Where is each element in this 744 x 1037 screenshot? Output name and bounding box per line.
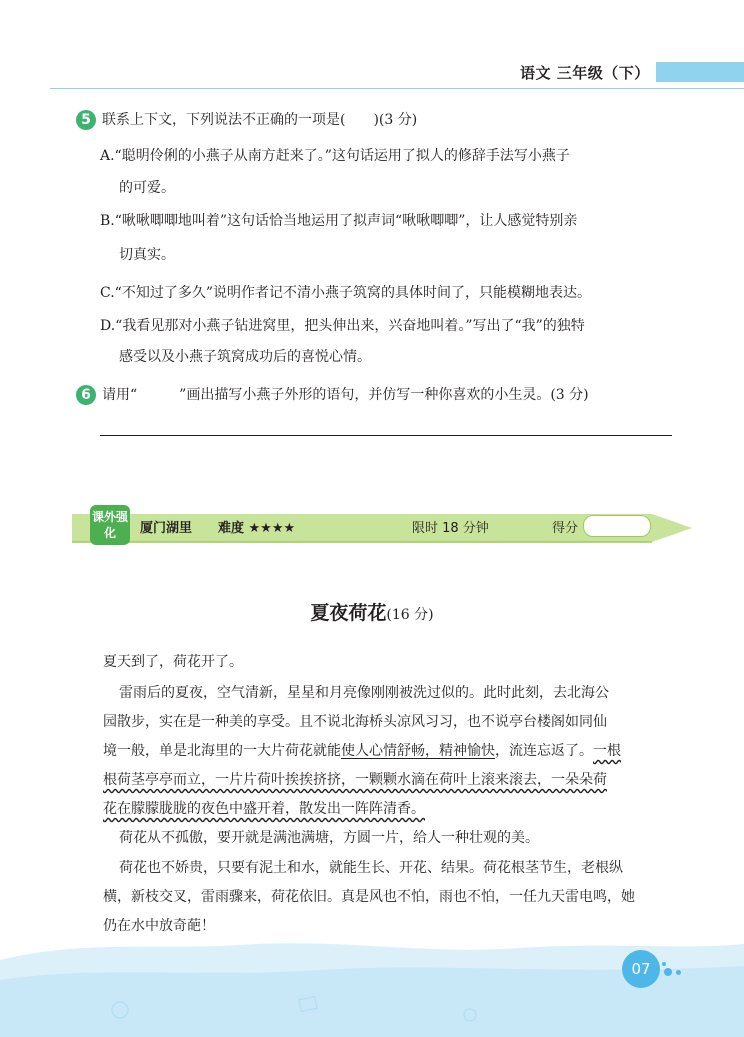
passage-para-2-line1: 雷雨后的夏夜，空气清新，星星和月亮像刚刚被洗过似的。此时此刻，去北海公 [119, 685, 609, 701]
option-a-line2: 的可爱。 [119, 180, 175, 196]
passage-para-4-line3: 仍在水中放奇葩！ [103, 918, 215, 934]
badge-extracurricular: 课外强化 [90, 505, 130, 545]
passage-para-2-line5: 花在朦朦胧胧的夜色中盛开着，散发出一阵阵清香。 [103, 801, 425, 817]
wavy-start: 一根 [593, 743, 621, 759]
option-b-line2: 切真实。 [119, 247, 175, 263]
passage-para-2-line3 [103, 741, 621, 761]
option-a-line1: A.“聪明伶俐的小燕子从南方赶来了。”这句话运用了拟人的修辞手法写小燕子 [100, 148, 570, 164]
passage-para-4-line1: 荷花也不娇贵，只要有泥土和水，就能生长、开花、结果。荷花根茎节生，老根纵 [119, 860, 623, 876]
question-5-stem: 联系上下文，下列说法不正确的一项是( )(3 分) [102, 112, 418, 128]
passage-title [0, 598, 744, 625]
question-6-stem: 请用“ ”画出描写小燕子外形的语句，并仿写一种你喜欢的小生灵。(3 分) [102, 387, 589, 403]
passage-points: (16 分) [386, 607, 434, 623]
decor-dot-1 [664, 968, 672, 976]
option-c-line1: C.“不知过了多久”说明作者记不清小燕子筑窝的具体时间了，只能模糊地表达。 [100, 285, 591, 301]
line3-part-a: 境一般，单是北海里的一大片荷花就能 [103, 743, 341, 759]
underlined-phrase: 使人心情舒畅，精神愉快 [341, 743, 495, 759]
passage-para-4-line2: 横，新枝交叉，雷雨骤来，荷花依旧。真是风也不怕，雨也不怕，一任九天雷电鸣，她 [103, 889, 635, 905]
option-b-line1: B.“啾啾唧唧地叫着”这句话恰当地运用了拟声词“啾啾唧唧”，让人感觉特别亲 [100, 213, 578, 229]
banner-score-label: 得分 [552, 521, 579, 536]
score-input[interactable] [583, 515, 651, 537]
page-number: 07 [622, 950, 660, 988]
decor-dot-2 [676, 970, 681, 975]
header-rule [50, 88, 744, 89]
option-d-line2: 感受以及小燕子筑窝成功后的喜悦心情。 [119, 349, 371, 365]
header-subject-grade: 语文 三年级（下） [520, 64, 650, 82]
question-number-5: 5 [76, 110, 96, 130]
passage-para-2-line4: 根荷茎亭亭而立，一片片荷叶挨挨挤挤，一颗颗水滴在荷叶上滚来滚去，一朵朵荷 [103, 772, 607, 788]
passage-para-3: 荷花从不孤傲，要开就是满池满塘，方圆一片，给人一种壮观的美。 [119, 830, 539, 846]
banner-difficulty: 难度 ★★★★ [218, 521, 296, 536]
decor-dot-3 [662, 962, 666, 966]
line3-part-c: ，流连忘返了。 [495, 743, 593, 759]
question-number-6: 6 [76, 385, 96, 405]
passage-title-text: 夏夜荷花 [310, 602, 387, 624]
header-accent-bar [656, 62, 744, 82]
answer-line[interactable] [100, 435, 672, 436]
passage-para-2-line2: 园散步，实在是一种美的享受。且不说北海桥头凉风习习，也不说亭台楼阁如同仙 [103, 714, 607, 730]
passage-para-1: 夏天到了，荷花开了。 [103, 654, 243, 670]
banner-time-limit: 限时 18 分钟 [412, 521, 489, 536]
banner-region: 厦门湖里 [140, 521, 193, 536]
option-d-line1: D.“我看见那对小燕子钻进窝里，把头伸出来，兴奋地叫着。”写出了“我”的独特 [100, 318, 585, 334]
